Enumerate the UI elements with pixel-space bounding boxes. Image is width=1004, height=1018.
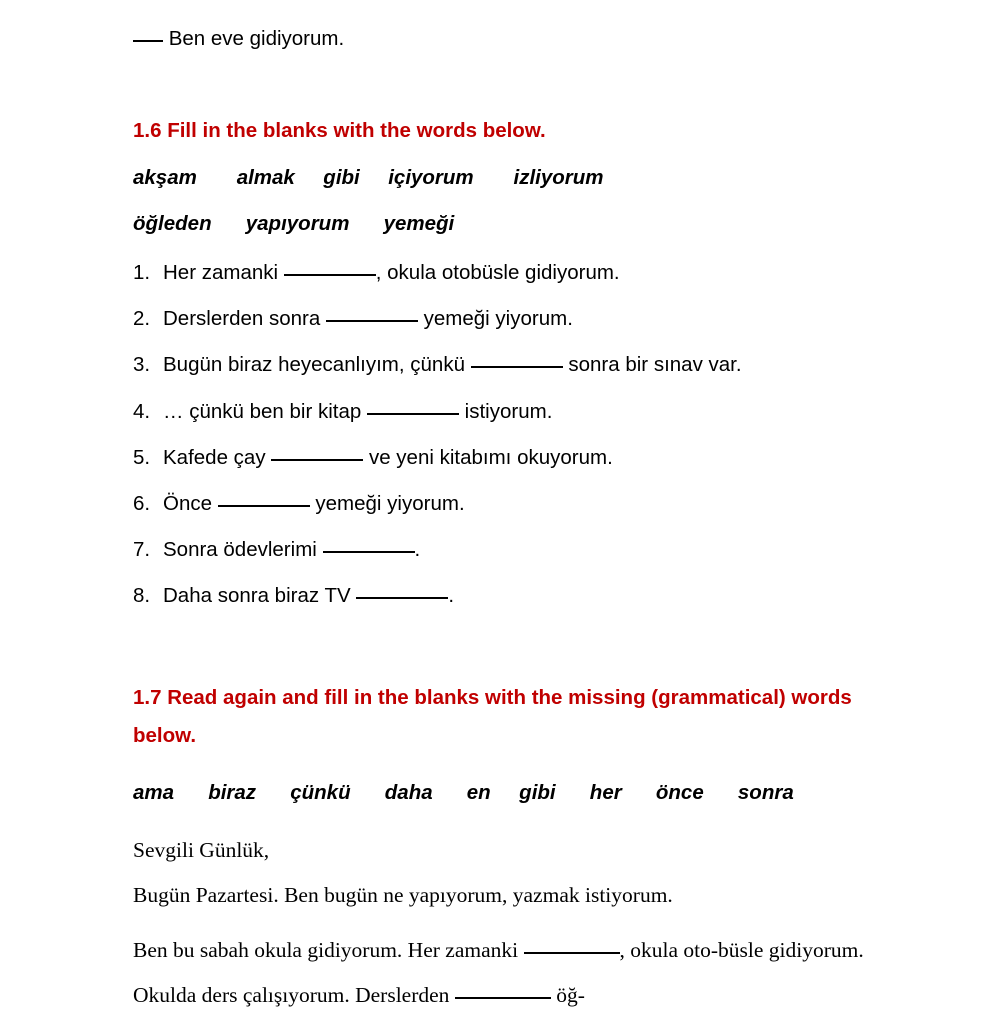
fill-blank[interactable] xyxy=(284,274,376,276)
item-text xyxy=(163,307,893,331)
fill-blank[interactable] xyxy=(367,413,459,415)
word-bank-1-6-row-1: akşam almak gibi içiyorum izliyorum xyxy=(133,166,604,189)
word-bank-1-7-row: ama biraz çünkü daha en gibi her önce sonra xyxy=(133,781,794,804)
diary-paragraph-1: Bugün Pazartesi. Ben bugün ne yapıyorum, yazmak istiyorum. xyxy=(133,883,673,907)
item-text-after: istiyorum. xyxy=(458,399,553,423)
list-item xyxy=(133,446,893,492)
item-text-after: yemeği yiyorum. xyxy=(417,307,573,331)
item-number: 5. xyxy=(133,445,151,469)
diary-paragraph-2 xyxy=(133,928,893,1018)
diary-text-part-2: , okula oto- xyxy=(619,938,719,962)
section-1-6-heading: 1.6 Fill in the blanks with the words below. xyxy=(133,119,546,142)
fill-blank[interactable] xyxy=(524,952,620,954)
fill-blank[interactable] xyxy=(356,597,448,599)
list-item xyxy=(133,584,893,630)
diary-text-part-4: öğ- xyxy=(550,983,585,1007)
list-item xyxy=(133,353,893,399)
fill-blank[interactable] xyxy=(326,320,418,322)
item-text xyxy=(163,261,893,285)
item-text-after: sonra bir sınav var. xyxy=(562,353,742,377)
top-fragment-text: Ben eve gidiyorum. xyxy=(163,27,345,50)
item-text xyxy=(163,353,893,377)
diary-text-part-3: büsle gidiyorum. Okulda ders çalışıyorum. Derslerden xyxy=(133,938,870,1007)
fill-blank[interactable] xyxy=(133,40,163,42)
item-number: 2. xyxy=(133,307,151,331)
fill-blank[interactable] xyxy=(218,505,310,507)
list-item xyxy=(133,492,893,538)
item-text xyxy=(163,492,893,516)
item-number: 1. xyxy=(133,261,151,284)
item-text xyxy=(163,446,893,470)
item-number: 4. xyxy=(133,399,151,423)
section-1-7-heading: 1.7 Read again and fill in the blanks with the missing (grammatical) words below. xyxy=(133,686,852,747)
item-number: 8. xyxy=(133,584,151,608)
fill-blank[interactable] xyxy=(455,997,551,999)
item-number: 6. xyxy=(133,491,151,515)
exercise-list-1-6 xyxy=(133,261,893,631)
list-item xyxy=(133,261,893,307)
diary-passage xyxy=(133,838,893,1018)
item-text-before: Daha sonra biraz TV xyxy=(163,584,357,608)
item-text-before: Sonra ödevlerimi xyxy=(163,538,323,562)
item-number: 3. xyxy=(133,353,151,377)
diary-text-part-1: Ben bu sabah okula gidiyorum. Her zamanki xyxy=(133,938,524,962)
item-text-after: , okula otobüsle gidiyorum. xyxy=(375,261,620,284)
item-text xyxy=(163,400,893,424)
word-bank-1-6-row-2: öğleden yapıyorum yemeği xyxy=(133,212,455,235)
top-fragment-line xyxy=(133,27,344,51)
diary-greeting: Sevgili Günlük, xyxy=(133,838,270,862)
item-text-before: … çünkü ben bir kitap xyxy=(163,399,367,423)
item-text xyxy=(163,538,893,562)
item-text-before: Bugün biraz heyecanlıyım, çünkü xyxy=(163,353,471,377)
list-item xyxy=(133,400,893,446)
list-item xyxy=(133,307,893,353)
item-text-before: Derslerden sonra xyxy=(163,307,326,331)
item-text-after: yemeği yiyorum. xyxy=(309,491,465,515)
item-text-before: Önce xyxy=(163,491,218,515)
item-text-before: Kafede çay xyxy=(163,445,272,469)
item-text xyxy=(163,584,893,608)
item-number: 7. xyxy=(133,538,151,562)
fill-blank[interactable] xyxy=(323,551,415,553)
item-text-after: . xyxy=(448,584,455,608)
fill-blank[interactable] xyxy=(471,366,563,368)
list-item xyxy=(133,538,893,584)
item-text-before: Her zamanki xyxy=(163,261,284,284)
item-text-after: . xyxy=(414,538,421,562)
fill-blank[interactable] xyxy=(271,459,363,461)
item-text-after: ve yeni kitabımı okuyorum. xyxy=(363,445,613,469)
